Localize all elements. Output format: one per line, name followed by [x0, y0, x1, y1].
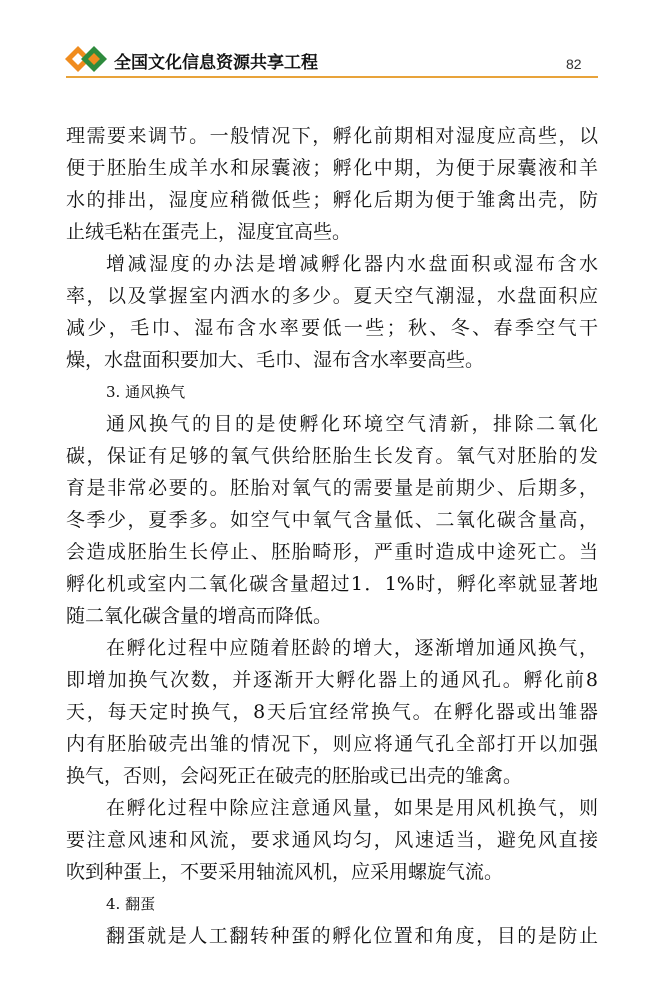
text-line: 会造成胚胎生长停止、胚胎畸形，严重时造成中途死亡。当	[66, 541, 598, 563]
page-number: 82	[566, 56, 582, 72]
text-line: 随二氧化碳含量的增高而降低。	[66, 605, 333, 627]
text-line: 碳，保证有足够的氧气供给胚胎生长发育。氧气对胚胎的发	[66, 445, 598, 467]
text-line: 内有胚胎破壳出雏的情况下，则应将通气孔全部打开以加强	[66, 733, 598, 755]
text-line: 燥，水盘面积要加大、毛巾、湿布含水率要高些。	[66, 349, 485, 371]
text-line: 孵化机或室内二氧化碳含量超过1．1%时，孵化率就显著地	[66, 573, 598, 595]
section-heading: 4. 翻蛋	[106, 895, 156, 913]
text-line: 吹到种蛋上，不要采用轴流风机，应采用螺旋气流。	[66, 861, 504, 883]
text-line: 减少，毛巾、湿布含水率要低一些；秋、冬、春季空气干	[66, 317, 598, 339]
text-line: 翻蛋就是人工翻转种蛋的孵化位置和角度，目的是防止	[106, 925, 598, 947]
text-line: 便于胚胎生成羊水和尿囊液；孵化中期，为便于尿囊液和羊	[66, 157, 598, 179]
text-line: 增减湿度的办法是增减孵化器内水盘面积或湿布含水	[106, 253, 598, 275]
header-title: 全国文化信息资源共享工程	[114, 53, 318, 73]
logo-icon	[63, 42, 113, 76]
text-line: 在孵化过程中除应注意通风量，如果是用风机换气，则	[106, 797, 598, 819]
text-line: 理需要来调节。一般情况下，孵化前期相对湿度应高些，以	[66, 125, 598, 147]
section-heading: 3. 通风换气	[106, 383, 186, 401]
header-divider	[66, 76, 598, 78]
text-line: 通风换气的目的是使孵化环境空气清新，排除二氧化	[106, 413, 598, 435]
text-line: 水的排出，湿度应稍微低些；孵化后期为便于雏禽出壳，防	[66, 189, 598, 211]
text-line: 止绒毛粘在蛋壳上，湿度宜高些。	[66, 221, 352, 243]
text-line: 冬季少，夏季多。如空气中氧气含量低、二氧化碳含量高，	[66, 509, 598, 531]
text-line: 即增加换气次数，并逐渐开大孵化器上的通风孔。孵化前8	[66, 669, 598, 691]
text-line: 率，以及掌握室内洒水的多少。夏天空气潮湿，水盘面积应	[66, 285, 598, 307]
text-line: 天，每天定时换气，8天后宜经常换气。在孵化器或出雏器	[66, 701, 598, 723]
text-line: 育是非常必要的。胚胎对氧气的需要量是前期少、后期多，	[66, 477, 598, 499]
text-line: 换气，否则，会闷死正在破壳的胚胎或已出壳的雏禽。	[66, 765, 523, 787]
text-line: 在孵化过程中应随着胚龄的增大，逐渐增加通风换气，	[106, 637, 598, 659]
page-header	[0, 0, 646, 80]
text-line: 要注意风速和风流，要求通风均匀，风速适当，避免风直接	[66, 829, 598, 851]
page-body	[66, 120, 598, 952]
